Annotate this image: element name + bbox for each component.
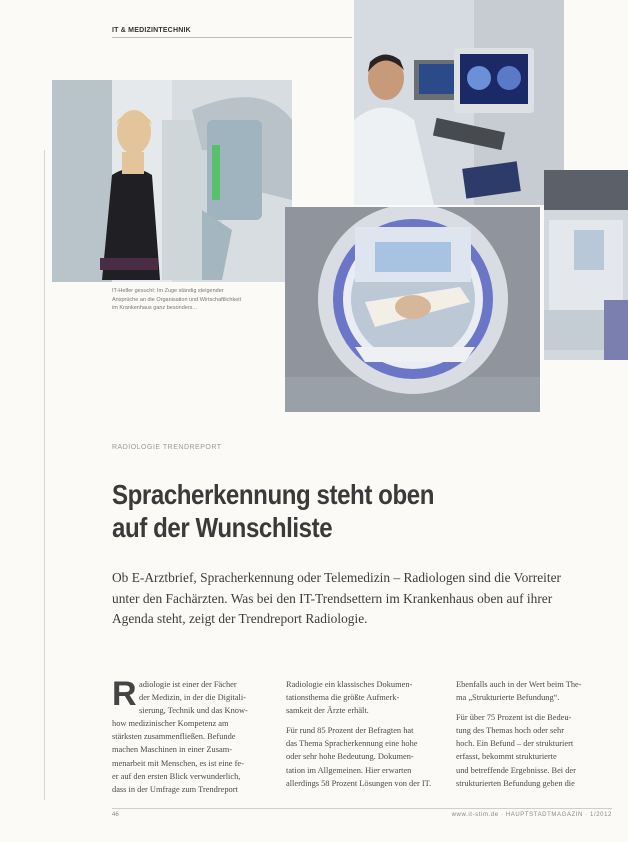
caption-line: IT-Helfer gesucht: Im Zuge ständig steigender (112, 288, 224, 294)
lead-line: unter den Fachärzten. Was bei den IT-Trendsettern im Krankenhaus oben auf ihrer (112, 590, 553, 606)
body-line: hoch. Ein Befund – der strukturiert (456, 739, 574, 749)
lead-paragraph (112, 568, 617, 630)
body-line: stärksten zusammenfließen. Befunde (112, 732, 236, 742)
body-line: das Thema Spracherkennung eine hohe (286, 739, 418, 749)
footer-rule (112, 808, 612, 809)
body-line: Radiologie ein klassisches Dokumen- (286, 680, 413, 689)
body-line: allerdings 58 Prozent Lösungen von der IT. (286, 778, 432, 788)
body-line: tung des Themas hoch oder sehr (456, 726, 564, 736)
body-line: Für rund 85 Prozent der Befragten hat (286, 726, 414, 736)
page-number: 46 (112, 812, 119, 818)
photo-xray-patient (52, 80, 292, 282)
article-column-1 (112, 675, 276, 796)
body-line: tation im Allgemeinen. Hier erwarten (286, 765, 412, 775)
headline (112, 478, 473, 544)
body-line: oder sehr hohe Bedeutung. Dokumen- (286, 752, 414, 762)
body-line: strukturierten Befundung geben die (456, 778, 575, 788)
body-line: und betreffende Ergebnisse. Bei der (456, 765, 576, 775)
photo-caption (112, 287, 282, 313)
body-line: machen Maschinen in einer Zusam- (112, 745, 232, 755)
body-line: Ebenfalls auch in der Wert beim The- (456, 680, 582, 689)
body-line: sierung, Technik und das Know- (139, 706, 248, 716)
body-line: samkeit der Ärzte erhält. (286, 706, 369, 716)
body-line: er auf den ersten Blick verwunderlich, (112, 771, 241, 781)
body-line: tationsthema die größte Aufmerk- (286, 693, 400, 703)
body-line: der Medizin, in der die Digitali- (139, 693, 246, 703)
page-edge-line (44, 150, 45, 800)
headline-line: Spracherkennung steht oben (112, 479, 434, 510)
footer-magazine: www.it-stim.de · HAUPTSTADTMAGAZIN · 1/2012 (451, 812, 612, 818)
photo-radiologist-monitors (354, 0, 564, 205)
dropcap: R (112, 675, 137, 713)
kicker: RADIOLOGIE TRENDREPORT (112, 444, 222, 451)
photo-equipment (544, 170, 628, 360)
body-line: Für über 75 Prozent ist die Bedeu- (456, 713, 572, 723)
caption-line: im Krankenhaus ganz besonders... (112, 305, 197, 311)
body-line: adiologie ist einer der Fächer (139, 680, 237, 689)
caption-line: Ansprüche an die Organisation und Wirtschaftlichkeit (112, 296, 242, 303)
body-line: dass in der Umfrage zum Trendreport (112, 784, 238, 794)
body-line: ma „Strukturierte Befundung“. (456, 693, 560, 703)
body-line: menarbeit mit Menschen, es ist eine fe- (112, 758, 244, 768)
article-column-3 (456, 678, 616, 790)
photo-mri-scanner (285, 207, 540, 412)
headline-line: auf der Wunschliste (112, 512, 333, 543)
body-line: how medizinischer Kompetenz am (112, 719, 229, 729)
lead-line: Agenda steht, zeigt der Trendreport Radiologie. (112, 611, 368, 626)
article-column-2 (286, 678, 446, 790)
section-rule (112, 37, 352, 38)
body-line: erfasst, bekommt strukturierte (456, 752, 557, 762)
section-label: IT & MEDIZINTECHNIK (112, 27, 191, 34)
lead-line: Ob E-Arztbrief, Spracherkennung oder Telemedizin – Radiologen sind die Vorreiter (112, 570, 562, 585)
